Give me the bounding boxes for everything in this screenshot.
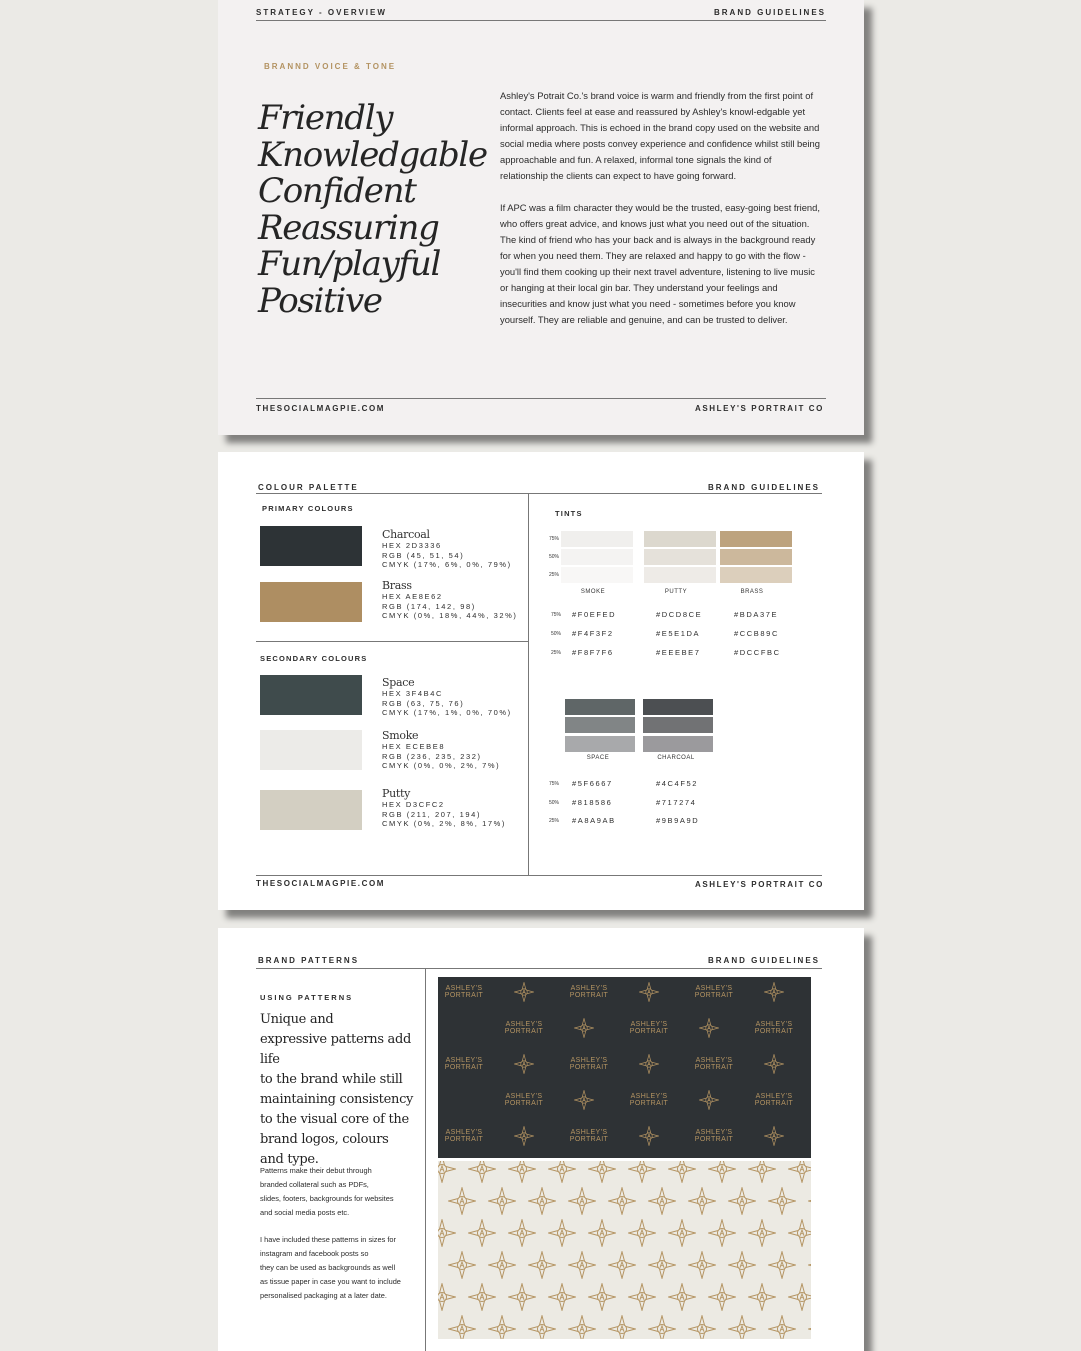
emblem-icon: [628, 1161, 656, 1188]
emblem-icon: [639, 982, 659, 1007]
tint-hex: #F4F3F2: [572, 629, 614, 638]
emblem-icon: [648, 1315, 676, 1339]
voice-word: Friendly: [258, 98, 393, 138]
header-divider: [256, 493, 822, 494]
tint-swatch: [565, 717, 635, 733]
sizes-line: I have included these patterns in sizes for: [260, 1235, 396, 1244]
logo-line: ASHLEY'S: [570, 985, 608, 992]
logo-line: ASHLEY'S: [695, 1129, 733, 1136]
voice-word: Positive: [258, 280, 382, 321]
tint-swatch: [561, 567, 633, 583]
tint-hex: #BDA37E: [734, 610, 779, 619]
logo-line: ASHLEY'S: [695, 1057, 733, 1064]
colour-name: Space: [382, 676, 415, 689]
emblem-icon: [764, 982, 784, 1007]
intro-line: brand logos, colours: [260, 1132, 389, 1147]
emblem-icon: [488, 1187, 516, 1220]
logo-line: ASHLEY'S: [695, 985, 733, 992]
emblem-icon: [448, 1315, 476, 1339]
pattern-logo-text: [567, 1057, 611, 1071]
emblem-icon: [608, 1187, 636, 1220]
emblem-icon: [788, 1283, 811, 1316]
voice-words: [258, 100, 487, 319]
emblem-icon: [764, 1054, 784, 1079]
pattern-logo-text: [502, 1021, 546, 1035]
emblem-icon: [448, 1187, 476, 1220]
tint-percent: 25%: [549, 572, 560, 578]
logo-line: PORTRAIT: [444, 1064, 484, 1071]
emblem-icon: [528, 1187, 556, 1220]
tint-swatch: [644, 567, 716, 583]
tint-hex: #818586: [572, 798, 613, 807]
logo-line: ASHLEY'S: [630, 1021, 668, 1028]
logo-line: PORTRAIT: [629, 1028, 669, 1035]
emblem-icon: [688, 1251, 716, 1284]
light-brand-pattern: [438, 1161, 811, 1339]
tint-name: SPACE: [586, 755, 610, 761]
pattern-logo-text: [627, 1093, 671, 1107]
pattern-logo-text: [567, 985, 611, 999]
emblem-icon: [668, 1219, 696, 1252]
emblem-icon: [708, 1161, 736, 1188]
tint-hex: #A8A9AB: [572, 816, 616, 825]
emblem-icon: [508, 1161, 536, 1188]
colour-info-brass: [382, 579, 518, 621]
colour-cmyk: CMYK (0%, 18%, 44%, 32%): [382, 611, 518, 620]
tint-hex: #EEEBE7: [656, 648, 701, 657]
swatch-brass: [260, 582, 362, 622]
pattern-logo-text: [752, 1093, 796, 1107]
emblem-icon: [648, 1187, 676, 1220]
logo-line: PORTRAIT: [504, 1028, 544, 1035]
colour-hex: HEX AE8E62: [382, 592, 443, 601]
sizes-line: as tissue paper in case you want to include: [260, 1277, 401, 1286]
emblem-icon: [764, 1126, 784, 1151]
colour-cmyk: CMYK (0%, 2%, 8%, 17%): [382, 819, 506, 828]
emblem-icon: [628, 1283, 656, 1316]
emblem-icon: [468, 1161, 496, 1188]
logo-line: PORTRAIT: [694, 1064, 734, 1071]
colour-info-putty: [382, 787, 506, 829]
tint-percent: 25%: [549, 818, 560, 824]
emblem-icon: [648, 1251, 676, 1284]
usage-line: and social media posts etc.: [260, 1208, 350, 1217]
tint-hex: #DCCFBC: [734, 648, 781, 657]
tint-swatch: [720, 531, 792, 547]
emblem-icon: [668, 1161, 696, 1188]
voice-word: Fun/playful: [258, 244, 441, 284]
emblem-icon: [528, 1315, 556, 1339]
emblem-icon: [568, 1187, 596, 1220]
tint-swatch: [644, 531, 716, 547]
emblem-icon: [438, 1219, 456, 1252]
emblem-icon: [808, 1315, 811, 1339]
usage-line: Patterns make their debut through: [260, 1166, 372, 1175]
tint-hex: #5F6667: [572, 779, 613, 788]
colour-rgb: RGB (211, 207, 194): [382, 809, 482, 819]
emblem-icon: [548, 1161, 576, 1188]
emblem-icon: [574, 1018, 594, 1043]
using-patterns-label: USING PATTERNS: [260, 993, 354, 1002]
emblem-icon: [699, 1018, 719, 1043]
tint-swatch: [720, 549, 792, 565]
tint-hex: #DCD8CE: [656, 610, 703, 619]
pattern-logo-text: [442, 985, 486, 999]
tint-swatch: [644, 549, 716, 565]
voice-word: Confident: [258, 171, 416, 211]
emblem-icon: [748, 1161, 776, 1188]
tint-swatch: [720, 567, 792, 583]
logo-line: ASHLEY'S: [755, 1093, 793, 1100]
colour-name: Putty: [382, 787, 411, 800]
voice-tone-page: [218, 0, 864, 435]
emblem-icon: [728, 1315, 756, 1339]
swatch-smoke: [260, 730, 362, 770]
logo-line: PORTRAIT: [444, 992, 484, 999]
voice-eyebrow: BRANND VOICE & TONE: [264, 62, 397, 71]
pattern-logo-text: [442, 1129, 486, 1143]
colour-rgb: RGB (174, 142, 98): [382, 601, 476, 611]
pattern-logo-text: [752, 1021, 796, 1035]
voice-paragraph: If APC was a film character they would be the trusted, easy-going best friend, who offers great advice, and knows just what you need out of the situation. The kind of friend who has your back and is always in the background ready for when you need them. They are relaxed and happy to go with the flow - you'll find them cooking up their next travel adventure, listening to live music or hanging at their local gin bar. They understand your feelings and insecurities and know just what you need - sometimes before you know yourself. They are reliable and genuine, and can be trusted to deliver.: [500, 202, 820, 325]
footer-website: THESOCIALMAGPIE.COM: [256, 879, 386, 888]
emblem-icon: [468, 1219, 496, 1252]
tint-percent: 75%: [549, 781, 560, 787]
emblem-icon: [748, 1219, 776, 1252]
pattern-logo-text: [692, 1129, 736, 1143]
emblem-icon: [808, 1251, 811, 1284]
page-section-title: BRAND PATTERNS: [258, 956, 360, 965]
emblem-icon: [438, 1161, 456, 1188]
emblem-icon: [488, 1251, 516, 1284]
footer-divider: [256, 398, 826, 399]
colour-hex: HEX 3F4B4C: [382, 689, 444, 698]
emblem-icon: [568, 1251, 596, 1284]
emblem-icon: [788, 1161, 811, 1188]
swatch-charcoal: [260, 526, 362, 566]
emblem-icon: [588, 1161, 616, 1188]
emblem-icon: [639, 1054, 659, 1079]
colour-cmyk: CMYK (17%, 6%, 0%, 79%): [382, 560, 512, 569]
tint-swatch: [643, 717, 713, 733]
intro-line: expressive patterns add life: [260, 1032, 412, 1067]
logo-line: PORTRAIT: [569, 992, 609, 999]
intro-line: Unique and: [260, 1012, 334, 1027]
pattern-logo-text: [692, 985, 736, 999]
emblem-icon: [639, 1126, 659, 1151]
tint-swatch: [565, 736, 635, 752]
tint-swatch: [561, 531, 633, 547]
column-divider: [528, 493, 529, 875]
emblem-icon: [788, 1219, 811, 1252]
emblem-icon: [708, 1219, 736, 1252]
logo-line: PORTRAIT: [444, 1136, 484, 1143]
dark-brand-pattern: [438, 977, 811, 1158]
primary-colours-label: PRIMARY COLOURS: [262, 504, 354, 513]
pattern-logo-text: [567, 1129, 611, 1143]
colour-rgb: RGB (236, 235, 232): [382, 751, 482, 761]
emblem-icon: [548, 1219, 576, 1252]
colour-hex: HEX 2D3336: [382, 541, 442, 550]
emblem-icon: [628, 1219, 656, 1252]
patterns-usage-text: [260, 1164, 420, 1220]
page-section-title: COLOUR PALETTE: [258, 483, 359, 492]
emblem-icon: [574, 1090, 594, 1115]
logo-line: PORTRAIT: [569, 1136, 609, 1143]
intro-line: maintaining consistency: [260, 1092, 414, 1107]
emblem-icon: [608, 1315, 636, 1339]
voice-paragraph: Ashley's Potrait Co.'s brand voice is warm and friendly from the first point of contact. Clients feel at ease and reassured by Ashley's knowl-edgable yet informal approach. This is echoed in the brand copy used on the website and social media where posts convey experience and confidence whilst still being approachable and fun. A relaxed, informal tone signals the kind of relationship the clients can expect to have going forward.: [500, 90, 820, 181]
usage-line: branded collateral such as PDFs,: [260, 1180, 369, 1189]
secondary-colours-label: SECONDARY COLOURS: [260, 654, 368, 663]
logo-line: ASHLEY'S: [505, 1021, 543, 1028]
sizes-line: they can be used as backgrounds as well: [260, 1263, 396, 1272]
pattern-logo-text: [627, 1021, 671, 1035]
tint-hex: #717274: [656, 798, 697, 807]
usage-line: slides, footers, backgrounds for websites: [260, 1194, 394, 1203]
emblem-icon: [728, 1187, 756, 1220]
colour-palette-page: [218, 452, 864, 910]
logo-line: PORTRAIT: [694, 1136, 734, 1143]
footer-brand: ASHLEY'S PORTRAIT CO: [694, 404, 824, 413]
colour-cmyk: CMYK (0%, 0%, 2%, 7%): [382, 761, 501, 770]
primary-divider: [256, 641, 528, 642]
emblem-icon: [588, 1283, 616, 1316]
patterns-sizes-text: [260, 1233, 420, 1303]
colour-rgb: RGB (45, 51, 54): [382, 550, 465, 560]
logo-line: ASHLEY'S: [445, 1057, 483, 1064]
tint-percent: 50%: [551, 631, 562, 637]
emblem-icon: [748, 1283, 776, 1316]
pattern-logo-text: [502, 1093, 546, 1107]
emblem-icon: [688, 1187, 716, 1220]
logo-line: ASHLEY'S: [755, 1021, 793, 1028]
colour-info-space: [382, 676, 512, 718]
tint-swatch: [561, 549, 633, 565]
intro-line: and type.: [260, 1152, 319, 1167]
footer-website: THESOCIALMAGPIE.COM: [256, 404, 386, 413]
tint-hex: #CCB89C: [734, 629, 779, 638]
swatch-putty: [260, 790, 362, 830]
tint-percent: 75%: [551, 612, 562, 618]
tint-percent: 75%: [549, 536, 560, 542]
logo-line: ASHLEY'S: [505, 1093, 543, 1100]
page-header-brand: BRAND GUIDELINES: [707, 483, 820, 492]
tint-hex: #F0EFED: [572, 610, 617, 619]
colour-info-charcoal: [382, 528, 512, 570]
colour-rgb: RGB (63, 75, 76): [382, 698, 465, 708]
header-divider: [256, 20, 826, 21]
emblem-icon: [768, 1187, 796, 1220]
tint-name: SMOKE: [580, 589, 606, 595]
emblem-icon: [528, 1251, 556, 1284]
logo-line: PORTRAIT: [629, 1100, 669, 1107]
page-section-title: STRATEGY - OVERVIEW: [256, 8, 387, 17]
colour-name: Charcoal: [382, 528, 430, 541]
pattern-logo-text: [692, 1057, 736, 1071]
logo-line: PORTRAIT: [754, 1028, 794, 1035]
voice-word: Knowledgable: [258, 134, 487, 175]
emblem-icon: [568, 1315, 596, 1339]
footer-divider: [256, 875, 822, 876]
emblem-icon: [699, 1090, 719, 1115]
emblem-icon: [508, 1283, 536, 1316]
colour-cmyk: CMYK (17%, 1%, 0%, 70%): [382, 708, 512, 717]
emblem-icon: [728, 1251, 756, 1284]
tint-hex: #F8F7F6: [572, 648, 614, 657]
tints-label: TINTS: [555, 509, 583, 518]
emblem-icon: [768, 1315, 796, 1339]
emblem-icon: [514, 1054, 534, 1079]
footer-brand: ASHLEY'S PORTRAIT CO: [694, 880, 824, 889]
page-header-brand: BRAND GUIDELINES: [707, 956, 820, 965]
sizes-line: instagram and facebook posts so: [260, 1249, 369, 1258]
logo-line: ASHLEY'S: [570, 1057, 608, 1064]
logo-line: ASHLEY'S: [570, 1129, 608, 1136]
colour-info-smoke: [382, 729, 500, 771]
tint-swatch: [643, 699, 713, 715]
patterns-intro: [260, 1010, 430, 1170]
colour-hex: HEX ECEBE8: [382, 742, 446, 751]
emblem-icon: [514, 982, 534, 1007]
emblem-icon: [514, 1126, 534, 1151]
emblem-icon: [688, 1315, 716, 1339]
tint-swatch: [643, 736, 713, 752]
emblem-icon: [468, 1283, 496, 1316]
tint-name: CHARCOAL: [657, 755, 695, 761]
colour-name: Brass: [382, 579, 412, 592]
voice-word: Reassuring: [258, 207, 439, 248]
colour-hex: HEX D3CFC2: [382, 800, 445, 809]
emblem-icon: [608, 1251, 636, 1284]
emblem-icon: [588, 1219, 616, 1252]
logo-line: PORTRAIT: [694, 992, 734, 999]
header-divider: [256, 968, 822, 969]
tint-percent: 50%: [549, 554, 560, 560]
emblem-icon: [708, 1283, 736, 1316]
emblem-icon: [768, 1251, 796, 1284]
tint-swatch: [565, 699, 635, 715]
voice-description: [500, 88, 820, 344]
emblem-icon: [438, 1283, 456, 1316]
logo-line: ASHLEY'S: [630, 1093, 668, 1100]
emblem-icon: [548, 1283, 576, 1316]
tint-hex: #E5E1DA: [656, 629, 701, 638]
logo-line: ASHLEY'S: [445, 985, 483, 992]
sizes-line: personalised packaging at a later date.: [260, 1291, 387, 1300]
page-header-brand: BRAND GUIDELINES: [713, 8, 826, 17]
tint-percent: 50%: [549, 800, 560, 806]
logo-line: PORTRAIT: [569, 1064, 609, 1071]
emblem-icon: [508, 1219, 536, 1252]
emblem-icon: [488, 1315, 516, 1339]
emblem-icon: [668, 1283, 696, 1316]
intro-line: to the brand while still: [260, 1072, 403, 1087]
logo-line: PORTRAIT: [504, 1100, 544, 1107]
colour-name: Smoke: [382, 729, 419, 742]
tint-hex: #4C4F52: [656, 779, 699, 788]
tint-name: PUTTY: [664, 589, 688, 595]
brand-patterns-page: [218, 928, 864, 1351]
emblem-icon: [808, 1187, 811, 1220]
emblem-icon: [448, 1251, 476, 1284]
swatch-space: [260, 675, 362, 715]
logo-line: ASHLEY'S: [445, 1129, 483, 1136]
intro-line: to the visual core of the: [260, 1112, 409, 1127]
pattern-logo-text: [442, 1057, 486, 1071]
logo-line: PORTRAIT: [754, 1100, 794, 1107]
tint-hex: #9B9A9D: [656, 816, 700, 825]
tint-percent: 25%: [551, 650, 562, 656]
tint-name: BRASS: [740, 589, 764, 595]
